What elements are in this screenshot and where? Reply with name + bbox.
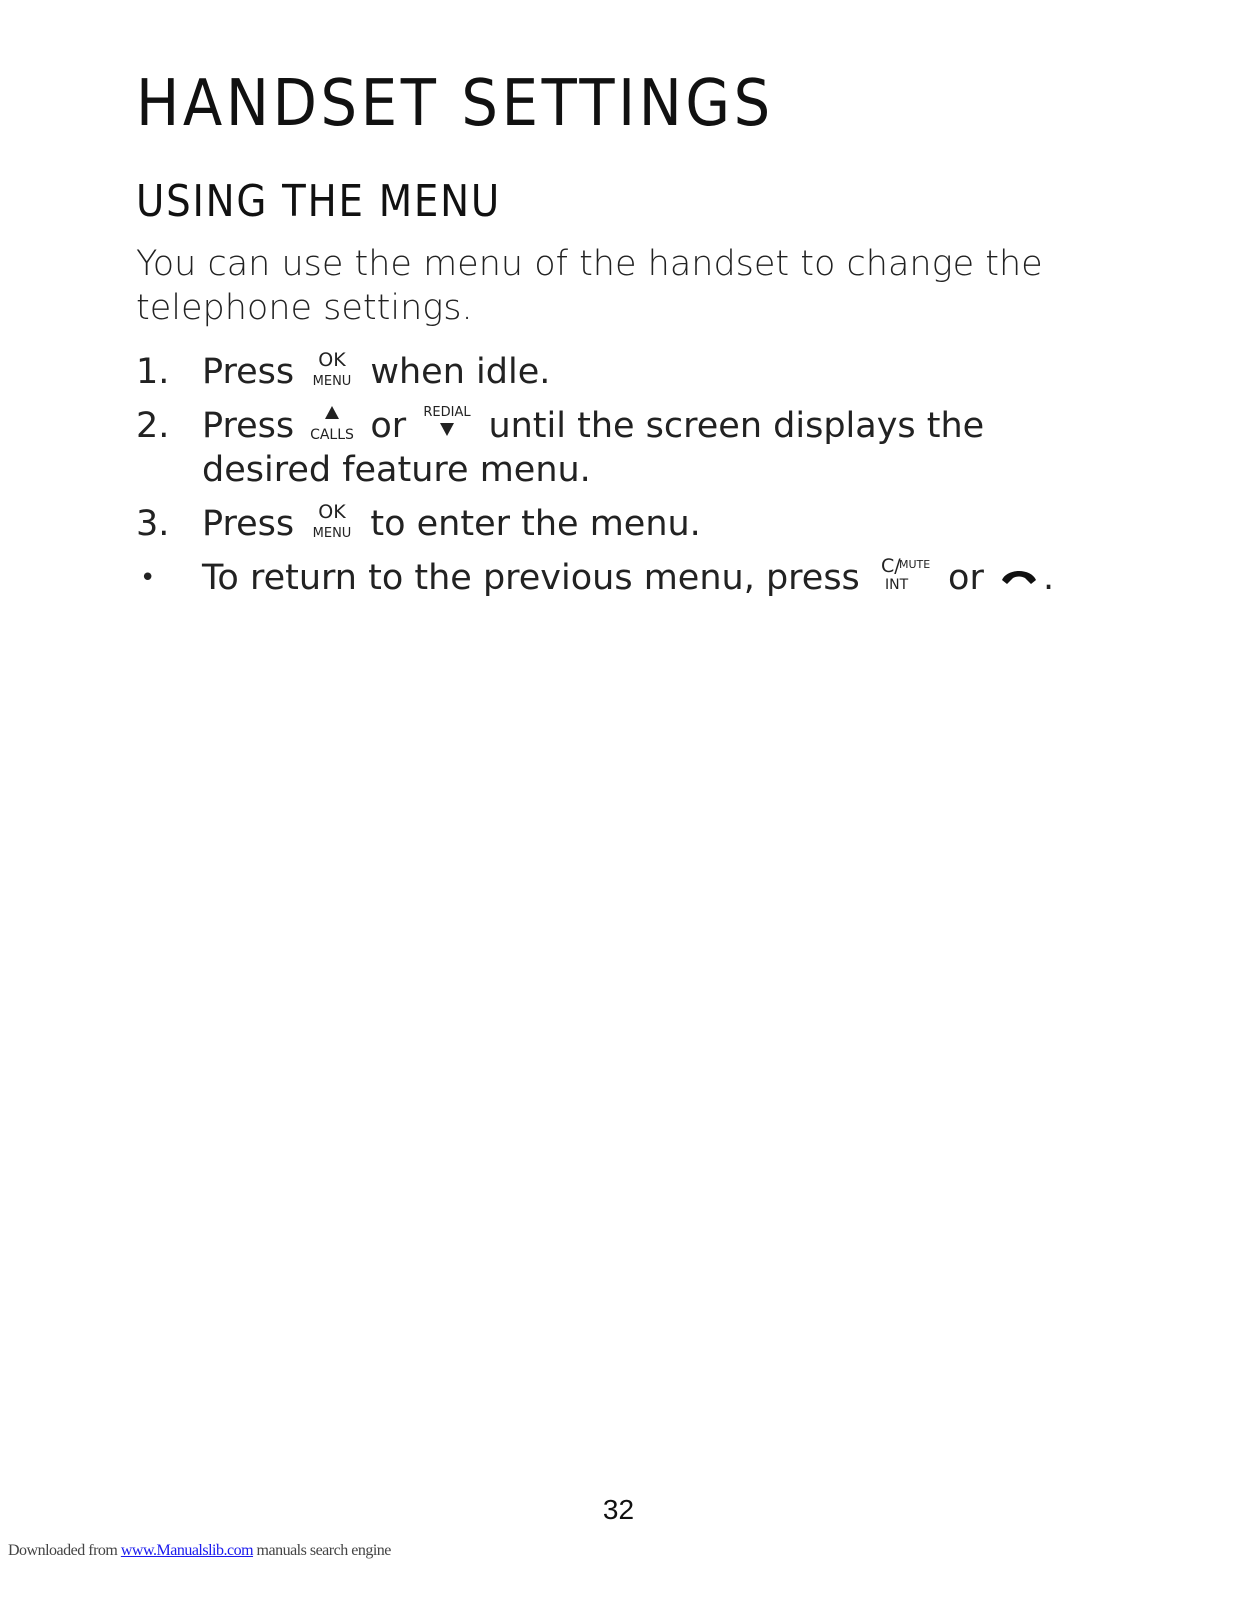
step-text: to enter the menu. [359,504,701,544]
redial-label: REDIAL [423,405,471,420]
calls-up-key-icon [309,403,355,443]
ok-label: OK [318,349,346,371]
step-1 [136,350,1096,394]
step-text: . [1042,558,1055,598]
c-mute-int-key-icon [875,555,933,595]
step-text: Press [202,504,306,544]
step-text: or [359,406,418,446]
footer-suffix: manuals search engine [253,1542,391,1559]
ok-menu-key-icon [309,349,355,389]
bullet-marker: • [140,563,156,593]
footer-prefix: Downloaded from [8,1542,121,1559]
calls-label: CALLS [310,427,355,443]
step-3 [136,502,1096,546]
c-label: C/ [880,555,901,577]
page-number: 32 [602,1494,635,1525]
menu-label: MENU [312,374,352,389]
step-number: 1. [136,352,170,392]
ok-menu-key-icon [309,501,355,541]
step-text: To return to the previous menu, press [202,558,871,598]
redial-down-key-icon [421,403,473,443]
download-footer [8,1542,391,1560]
ok-label: OK [318,501,346,523]
step-text: until the screen displays the desired feature menu. [202,406,985,490]
section-title: USING THE MENU [136,176,501,227]
bullet-return [136,556,1096,600]
intro-paragraph: You can use the menu of the handset to change the telephone settings. [136,244,1043,328]
mute-label: MUTE [898,558,931,571]
step-number: 2. [136,406,170,446]
menu-label: MENU [312,526,352,541]
step-number: 3. [136,504,170,544]
step-text: or [936,558,995,598]
manualslib-link[interactable]: www.Manualslib.com [120,1542,254,1559]
step-text: Press [202,406,306,446]
step-2 [136,404,1096,492]
int-label: INT [884,577,909,593]
instruction-list [136,350,1096,610]
page-title: HANDSET SETTINGS [136,67,774,141]
step-text: when idle. [359,352,551,392]
step-text: Press [202,352,306,392]
end-call-icon [999,560,1039,590]
